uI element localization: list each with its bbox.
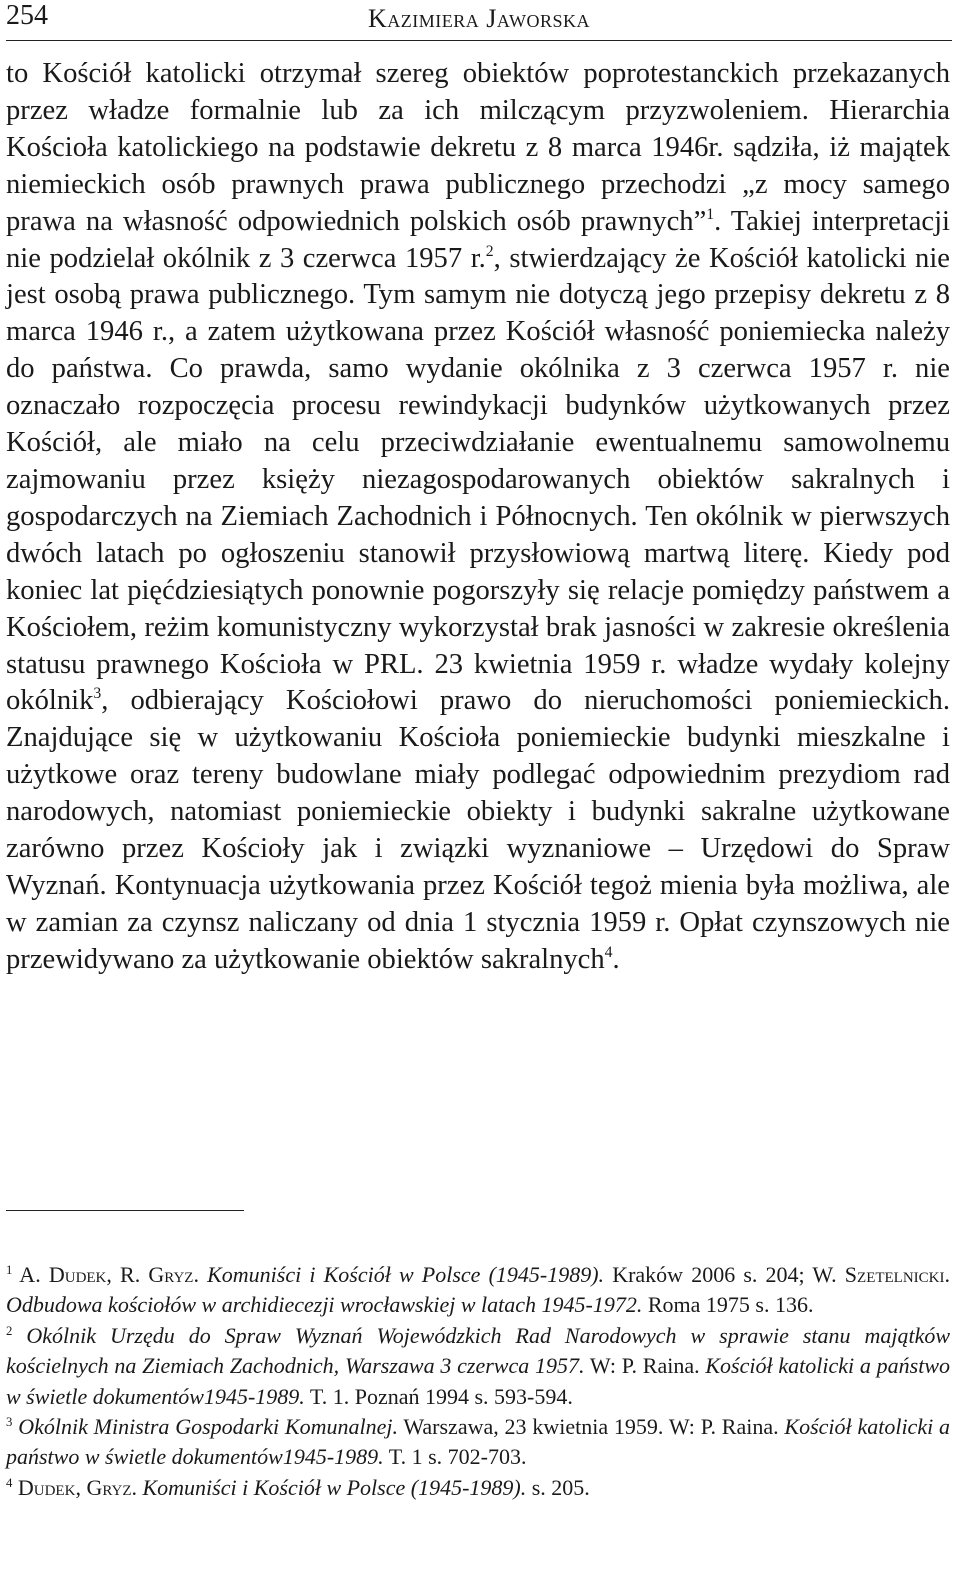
footnote-text: A. [12, 1262, 49, 1287]
work-title: Komuniści i Kościół w Polsce (1945-1989). [142, 1474, 527, 1500]
work-title: Okólnik Ministra Gospodarki Komunalnej. [18, 1414, 398, 1440]
footnote-ref-1: 1 [706, 205, 715, 223]
footnotes [6, 1260, 950, 1503]
footnote-3 [6, 1412, 950, 1473]
work-title: Kościół katolicki a państwo w świetle dokumentów1945-1989. [6, 1353, 950, 1409]
work-title: Okólnik Urzędu do Spraw Wyznań Wojewódzkich Rad Narodowych w sprawie stanu majątków kościelnych na Ziemiach Zachodnich, Warszawa 3 czerwca 1957. [6, 1322, 951, 1379]
body-text-3: , stwierdzający że Kościół katolicki nie jest osobą prawa publicznego. Tym samym nie dotyczą jego przepisy dekretu z 8 marca 1946 r., a zatem użytkowana przez Kościół własność poniemiecka należy do państwa. Co prawda, samo wydanie okólnika z 3 czerwca 1957 r. nie oznaczało rozpoczęcia procesu rewindykacji budynków użytkowanych przez Kościół, ale miało na celu przeciwdziałanie ewentualnemu samowolnemu zajmowaniu przez księży niezagospodarowanych obiektów sakralnych i gospodarczych na Ziemiach Zachodnich i Północnych. Ten okólnik w pierwszych dwóch latach po ogłoszeniu stanowił przysłowiową martwą literę. Kiedy pod koniec lat pięćdziesiątych ponownie pogorszyły się relacje pomiędzy państwem a Kościołem, reżim komunistyczny wykorzystał brak jasności w zakresie określenia statusu prawnego Kościoła w PRL. 23 kwietnia 1959 r. władze wydały kolejny okólnik [6, 242, 950, 717]
footnote-2 [6, 1321, 950, 1412]
footnote-text: Roma 1975 s. 136. [642, 1292, 814, 1318]
footnote-text: , [75, 1474, 87, 1500]
footnote-ref-4: 4 [604, 943, 613, 961]
footnote-text: , R. [106, 1262, 149, 1287]
footnote-ref-2: 2 [485, 242, 494, 260]
footnote-separator [6, 1210, 244, 1211]
footnote-text: . [944, 1262, 951, 1287]
header-rule [6, 40, 952, 41]
footnote-text: T. 1. Poznań 1994 s. 593-594. [304, 1383, 573, 1409]
author-name: Gryz [86, 1474, 132, 1500]
page-number: 254 [6, 0, 48, 31]
author-name: Gryz [148, 1262, 194, 1287]
body-text-4: , odbierający Kościołowi prawo do nieruchomości poniemieckich. Znajdujące się w użytkowaniu Kościoła poniemieckie budynki mieszkalne i użytkowe oraz tereny budowlane miały podlegać odpowiednim prezydiom rad narodowych, natomiast poniemieckie obiekty i budynki sakralne użytkowane zarówno przez Kościoły jak i związki wyznaniowe – Urzędowi do Spraw Wyznań. Kontynuacja użytkowania przez Kościół tegoż mienia była możliwa, ale w zamian za czynsz naliczany od dnia 1 stycznia 1959 r. Opłat czynszowych nie przewidywano za użytkowanie obiektów sakralnych [6, 685, 950, 975]
footnote-1 [6, 1260, 950, 1321]
main-paragraph [6, 56, 950, 979]
footnote-number: 2 [6, 1323, 13, 1338]
work-title: Komuniści i Kościół w Polsce (1945-1989). [207, 1262, 605, 1287]
body-text-1: to Kościół katolicki otrzymał szereg obiektów poprotestanckich przekazanych przez władze formalnie lub za ich milczącym przyzwoleniem. Hierarchia Kościoła katolickiego na podstawie dekretu z 8 marca 1946r. sądziła, iż majątek niemieckich osób prawnych prawa publicznego przechodzi „z mocy samego prawa na własność odpowiednich polskich osób prawnych” [6, 58, 950, 237]
footnote-4 [6, 1473, 950, 1503]
running-title: Kazimiera Jaworska [368, 4, 590, 33]
page-header [6, 0, 952, 44]
author-name: Dudek [17, 1474, 76, 1500]
footnote-text: . [131, 1474, 143, 1500]
work-title: Kościół katolicki a państwo w świetle dokumentów1945-1989. [6, 1414, 951, 1470]
footnote-text: W: P. Raina. [584, 1353, 706, 1379]
footnote-text: s. 205. [526, 1474, 590, 1500]
footnote-number: 3 [6, 1415, 13, 1430]
footnote-number: 4 [6, 1475, 13, 1490]
body-text-5: . [612, 943, 620, 975]
footnote-text: Kraków 2006 s. 204; W. [604, 1262, 845, 1287]
author-name: Szetelnicki [844, 1262, 945, 1287]
footnote-text: T. 1 s. 702-703. [383, 1444, 527, 1470]
footnote-text: . [193, 1262, 208, 1287]
footnote-ref-3: 3 [93, 685, 102, 703]
author-name: Dudek [48, 1262, 107, 1287]
footnote-text [12, 1323, 26, 1348]
work-title: Odbudowa kościołów w archidiecezji wrocławskiej w latach 1945-1972. [6, 1292, 643, 1318]
body-text-2: . Takiej interpretacji nie podzielał okólnik z 3 czerwca 1957 r. [6, 205, 950, 274]
footnote-text: Warszawa, 23 kwietnia 1959. W: P. Raina. [397, 1414, 785, 1440]
footnote-number: 1 [6, 1263, 13, 1278]
